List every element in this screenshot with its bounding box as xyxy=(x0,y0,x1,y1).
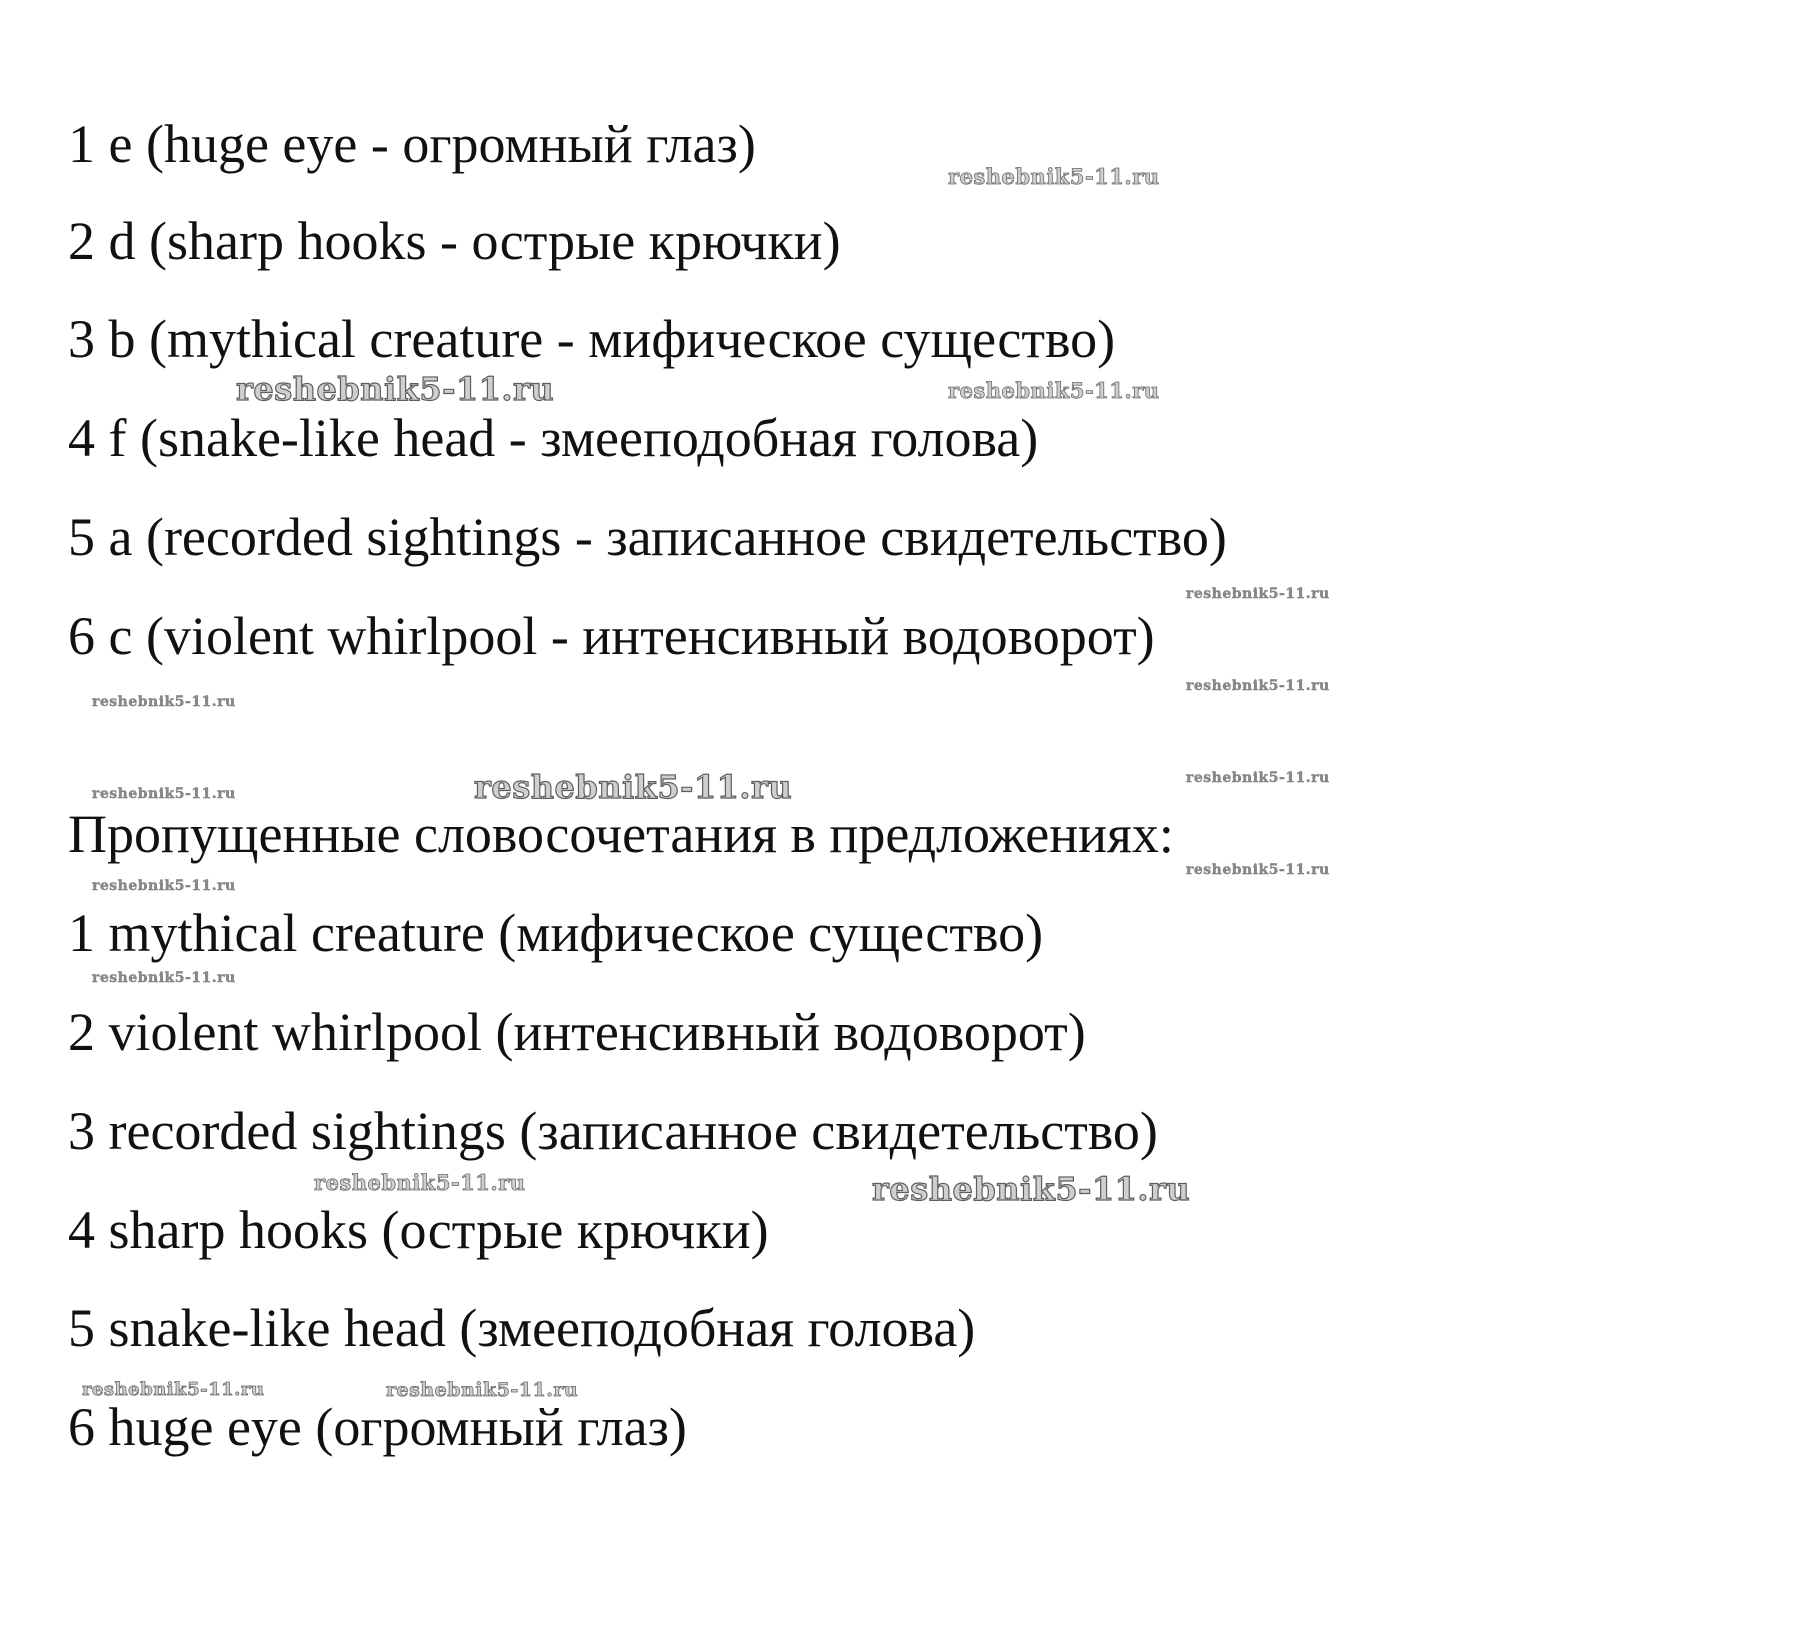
watermark: reshebnik5-11.ru xyxy=(386,1379,579,1401)
watermark: reshebnik5-11.ru xyxy=(92,970,236,986)
watermark: reshebnik5-11.ru xyxy=(474,768,793,806)
watermark: reshebnik5-11.ru xyxy=(92,786,236,802)
watermark: reshebnik5-11.ru xyxy=(236,370,555,408)
answer-line-4: 4 sharp hooks (острые крючки) xyxy=(68,1200,769,1260)
match-line-4: 4 f (snake-like head - змееподобная голова) xyxy=(68,408,1039,468)
watermark: reshebnik5-11.ru xyxy=(1186,678,1330,694)
section-heading: Пропущенные словосочетания в предложениях: xyxy=(68,804,1174,864)
answer-line-6: 6 huge eye (огромный глаз) xyxy=(68,1397,687,1457)
match-line-5: 5 a (recorded sightings - записанное свидетельство) xyxy=(68,507,1227,567)
watermark: reshebnik5-11.ru xyxy=(872,1170,1191,1208)
answer-line-3: 3 recorded sightings (записанное свидетельство) xyxy=(68,1101,1158,1161)
match-line-3: 3 b (mythical creature - мифическое существо) xyxy=(68,309,1116,369)
watermark: reshebnik5-11.ru xyxy=(314,1170,526,1195)
watermark: reshebnik5-11.ru xyxy=(1186,862,1330,878)
answer-line-5: 5 snake-like head (змееподобная голова) xyxy=(68,1298,976,1358)
match-line-2: 2 d (sharp hooks - острые крючки) xyxy=(68,211,841,271)
answer-line-2: 2 violent whirlpool (интенсивный водоворот) xyxy=(68,1002,1086,1062)
match-line-6: 6 c (violent whirlpool - интенсивный водоворот) xyxy=(68,606,1155,666)
watermark: reshebnik5-11.ru xyxy=(1186,586,1330,602)
watermark: reshebnik5-11.ru xyxy=(92,694,236,710)
watermark: reshebnik5-11.ru xyxy=(948,378,1160,403)
watermark: reshebnik5-11.ru xyxy=(92,878,236,894)
match-line-1: 1 e (huge eye - огромный глаз) xyxy=(68,114,756,174)
answer-line-1: 1 mythical creature (мифическое существо) xyxy=(68,903,1044,963)
watermark: reshebnik5-11.ru xyxy=(948,164,1160,189)
watermark: reshebnik5-11.ru xyxy=(82,1379,265,1400)
watermark: reshebnik5-11.ru xyxy=(1186,770,1330,786)
